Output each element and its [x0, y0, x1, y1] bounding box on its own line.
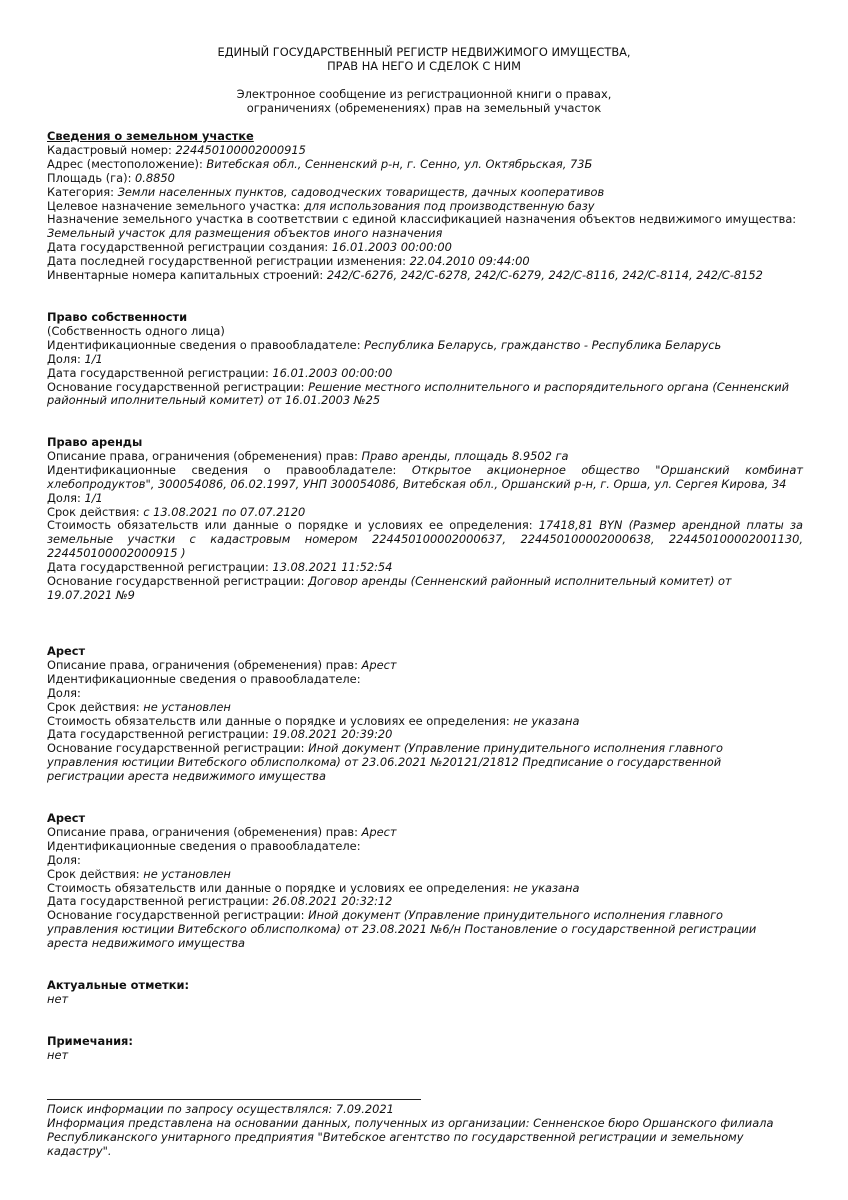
arrest-basis-row	[47, 909, 777, 951]
classification-value: Земельный участок для размещения объектов иного назначения	[47, 226, 443, 241]
arrest-holder-label: Идентификационные сведения о правообладателе:	[47, 838, 361, 853]
marks-value: нет	[47, 991, 69, 1006]
message-subtitle-line1: Электронное сообщение из регистрационной книги о правах,	[236, 86, 612, 101]
field-label: Описание права, ограничения (обременения) прав:	[47, 657, 362, 672]
marks-heading: Актуальные отметки:	[47, 978, 189, 992]
arrest-term-value: не установлен	[143, 699, 231, 714]
arrest-cost-row	[47, 882, 803, 896]
footer-divider	[47, 1099, 421, 1100]
reg-date-value: 16.01.2003 00:00:00	[272, 365, 393, 380]
lease-desc-row	[47, 450, 803, 464]
lease-section	[47, 436, 803, 603]
arrest-reg-date-row	[47, 728, 803, 742]
lease-share-row	[47, 492, 803, 506]
purpose-value: для использования под производственную базу	[303, 198, 595, 213]
lease-cost-row	[47, 519, 803, 561]
lease-heading: Право аренды	[47, 435, 143, 449]
arrest-desc-value: Арест	[361, 824, 397, 839]
field-label: Дата государственной регистрации:	[47, 560, 273, 575]
arrest-reg-date-row	[47, 895, 803, 909]
field-label: Основание государственной регистрации:	[47, 908, 309, 923]
ownership-section	[47, 311, 803, 408]
arrest-desc-row	[47, 826, 803, 840]
reg-date-row	[47, 367, 803, 381]
arrest-basis-value: Иной документ (Управление принудительного исполнения главного управления юстиции Витебского облисполкома) от 23.06.2021 №20121/21812 Предписание о государственной регистрации ареста недвижимого имущества	[47, 741, 724, 784]
arrest-cost-row	[47, 715, 803, 729]
arrest-basis-value: Иной документ (Управление принудительного исполнения главного управления юстиции Витебского облисполкома) от 23.08.2021 №6/н Постановление о государственной регистрации ареста недвижимого имущества	[47, 908, 757, 951]
field-label: Категория:	[47, 184, 118, 199]
field-label: Срок действия:	[47, 504, 144, 519]
field-label: Основание государственной регистрации:	[47, 574, 309, 589]
registry-title-line2: ПРАВ НА НЕГО И СДЕЛОК С НИМ	[327, 58, 521, 73]
field-label: Доля:	[47, 351, 85, 366]
field-label: Срок действия:	[47, 699, 144, 714]
field-label: Стоимость обязательств или данные о порядке и условиях ее определения:	[47, 518, 539, 533]
field-label: Идентификационные сведения о правообладателе:	[47, 462, 412, 477]
field-label: Адрес (местоположение):	[47, 156, 207, 171]
holder-value: Республика Беларусь, гражданство - Республика Беларусь	[364, 337, 722, 352]
lease-share-value: 1/1	[84, 490, 103, 505]
arrest-heading: Арест	[47, 811, 86, 825]
field-label: Целевое назначение земельного участка:	[47, 198, 304, 213]
arrest-basis-row	[47, 742, 747, 784]
arrest-desc-value: Арест	[361, 657, 397, 672]
field-label: Дата государственной регистрации:	[47, 727, 273, 742]
created-date-row	[47, 241, 803, 255]
search-date: Поиск информации по запросу осуществлялся: 7.09.2021	[47, 1102, 394, 1116]
address-value: Витебская обл., Сенненский р-н, г. Сенно, ул. Октябрьская, 73Б	[206, 156, 593, 171]
field-label: Доля:	[47, 490, 85, 505]
arrest-share-label: Доля:	[47, 685, 81, 700]
notes-value: нет	[47, 1047, 69, 1062]
field-label: Стоимость обязательств или данные о порядке и условиях ее определения:	[47, 713, 514, 728]
notes-section	[47, 1035, 803, 1063]
arrest-section-2	[47, 812, 803, 951]
lease-desc-value: Право аренды, площадь 8.9502 га	[361, 448, 569, 463]
category-value: Земли населенных пунктов, садоводческих товариществ, дачных кооперативов	[117, 184, 605, 199]
cadastral-number-row	[47, 144, 803, 158]
lease-cost-value: 17418,81 BYN (Размер арендной платы за земельные участки с кадастровым номером 224450100002000637, 224450100002000638, 224450100002001130, 224450100002000915 )	[47, 518, 803, 561]
registry-title-line1: ЕДИНЫЙ ГОСУДАРСТВЕННЫЙ РЕГИСТР НЕДВИЖИМОГО ИМУЩЕСТВА,	[217, 45, 631, 59]
field-label: Дата государственной регистрации создания:	[47, 240, 332, 255]
field-label: Идентификационные сведения о правообладателе:	[47, 337, 365, 352]
arrest-section-1	[47, 645, 803, 784]
notes-heading: Примечания:	[47, 1034, 133, 1048]
field-label: Описание права, ограничения (обременения) прав:	[47, 448, 362, 463]
arrest-share-label: Доля:	[47, 852, 81, 867]
share-value: 1/1	[84, 351, 103, 366]
lease-basis-value: Договор аренды (Сенненский районный исполнительный комитет) от 19.07.2021 №9	[47, 574, 732, 602]
lease-basis-row	[47, 575, 747, 603]
arrest-reg-date-value: 19.08.2021 20:39:20	[272, 727, 393, 742]
field-label: Стоимость обязательств или данные о порядке и условиях ее определения:	[47, 880, 514, 895]
arrest-heading: Арест	[47, 644, 86, 658]
lease-reg-date-value: 13.08.2021 11:52:54	[272, 560, 393, 575]
footer	[47, 1103, 803, 1159]
lease-term-row	[47, 506, 803, 520]
field-label: Описание права, ограничения (обременения) прав:	[47, 824, 362, 839]
field-label: Дата последней государственной регистрации изменения:	[47, 254, 410, 269]
share-row	[47, 353, 803, 367]
field-label: Основание государственной регистрации:	[47, 379, 309, 394]
field-label: Кадастровый номер:	[47, 142, 176, 157]
classification-label: Назначение земельного участка в соответствии с единой классификацией назначения объектов недвижимого имущества:	[47, 212, 797, 227]
purpose-row	[47, 200, 803, 214]
address-row	[47, 158, 803, 172]
area-value: 0.8850	[135, 170, 175, 185]
arrest-desc-row	[47, 659, 803, 673]
field-label: Срок действия:	[47, 866, 144, 881]
document-header	[0, 46, 848, 116]
changed-date-row	[47, 255, 803, 269]
arrest-holder-label: Идентификационные сведения о правообладателе:	[47, 671, 361, 686]
inventory-row	[47, 269, 803, 283]
area-row	[47, 172, 803, 186]
lease-term-value: с 13.08.2021 по 07.07.2120	[143, 504, 306, 519]
category-row	[47, 186, 803, 200]
lease-holder-row	[47, 464, 803, 492]
holder-row	[47, 339, 803, 353]
arrest-term-row	[47, 868, 803, 882]
ownership-heading: Право собственности	[47, 310, 188, 324]
cadastral-number-value: 224450100002000915	[175, 142, 306, 157]
source-info: Информация представлена на основании данных, полученных из организации: Сенненское бюро Оршанского филиала Республиканского унитарного предприятия "Витебское агентство по государственной регистрации и земельному кадастру".	[47, 1115, 774, 1158]
parcel-heading: Сведения о земельном участке	[47, 129, 254, 143]
changed-date-value: 22.04.2010 09:44:00	[409, 254, 530, 269]
lease-holder-value: Открытое акционерное общество "Оршанский комбинат хлебопродуктов", 300054086, 06.02.1997, УНП 300054086, Витебская обл., Оршанский р-н, г. Орша, ул. Сергея Кирова, 34	[47, 462, 803, 491]
field-label: Дата государственной регистрации:	[47, 365, 273, 380]
ownership-type: (Собственность одного лица)	[47, 323, 225, 338]
lease-reg-date-row	[47, 561, 803, 575]
arrest-cost-value: не указана	[513, 713, 580, 728]
created-date-value: 16.01.2003 00:00:00	[331, 240, 452, 255]
basis-row	[47, 381, 799, 409]
field-label: Дата государственной регистрации:	[47, 894, 273, 909]
arrest-term-row	[47, 701, 803, 715]
parcel-section	[47, 130, 803, 283]
basis-value: Решение местного исполнительного и распорядительного органа (Сенненский районный иполнительный комитет) от 16.01.2003 №25	[47, 379, 790, 408]
marks-section	[47, 979, 803, 1007]
message-subtitle-line2: ограничениях (обременениях) прав на земельный участок	[246, 100, 602, 115]
arrest-reg-date-value: 26.08.2021 20:32:12	[272, 894, 393, 909]
field-label: Инвентарные номера капитальных строений:	[47, 268, 327, 283]
field-label: Основание государственной регистрации:	[47, 741, 309, 756]
inventory-value: 242/С-6276, 242/С-6278, 242/С-6279, 242/С-8116, 242/С-8114, 242/С-8152	[326, 268, 763, 283]
arrest-cost-value: не указана	[513, 880, 580, 895]
arrest-term-value: не установлен	[143, 866, 231, 881]
field-label: Площадь (га):	[47, 170, 136, 185]
